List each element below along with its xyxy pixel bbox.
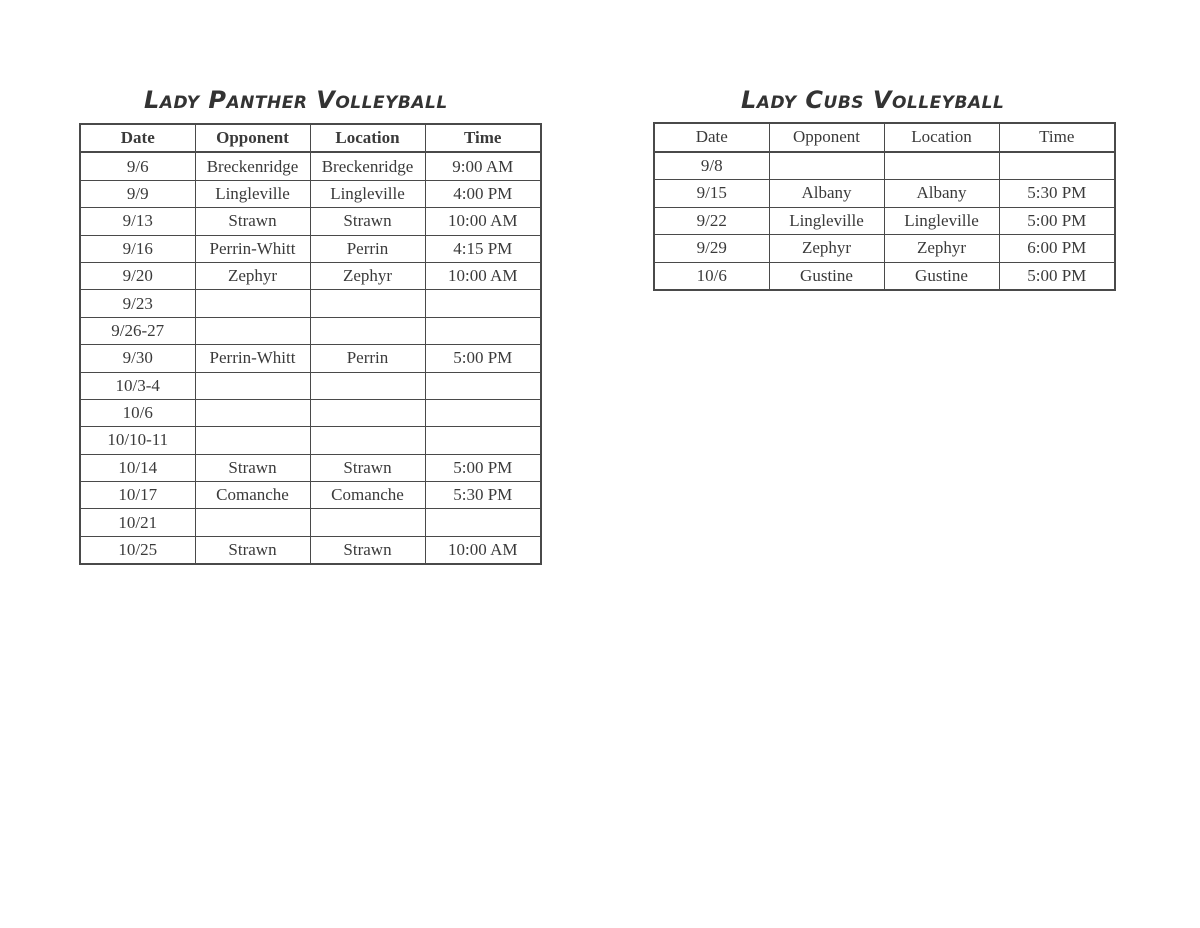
time-cell [425, 372, 541, 399]
location-cell [310, 372, 425, 399]
opponent-cell: Albany [769, 180, 884, 208]
location-cell: Breckenridge [310, 152, 425, 180]
time-cell [425, 290, 541, 317]
location-cell: Comanche [310, 482, 425, 509]
date-cell: 9/8 [654, 152, 769, 180]
date-cell: 9/13 [80, 208, 195, 235]
opponent-cell [195, 399, 310, 426]
table-row [80, 372, 541, 399]
column-header-date: Date [80, 124, 195, 152]
opponent-cell: Zephyr [195, 262, 310, 289]
date-cell: 9/20 [80, 262, 195, 289]
date-cell: 9/26-27 [80, 317, 195, 344]
time-cell: 10:00 AM [425, 208, 541, 235]
time-cell: 5:00 PM [425, 454, 541, 481]
opponent-cell: Lingleville [195, 180, 310, 207]
table-row [80, 482, 541, 509]
time-cell [425, 427, 541, 454]
date-cell: 9/30 [80, 345, 195, 372]
date-cell: 9/9 [80, 180, 195, 207]
date-cell: 10/21 [80, 509, 195, 536]
table-row [80, 208, 541, 235]
location-cell: Perrin [310, 235, 425, 262]
date-cell: 10/17 [80, 482, 195, 509]
date-cell: 10/10-11 [80, 427, 195, 454]
date-cell: 10/3-4 [80, 372, 195, 399]
opponent-cell: Breckenridge [195, 152, 310, 180]
table-row [80, 345, 541, 372]
time-cell: 5:30 PM [425, 482, 541, 509]
table-row [654, 180, 1115, 208]
time-cell: 9:00 AM [425, 152, 541, 180]
date-cell: 10/25 [80, 536, 195, 564]
header-row [654, 123, 1115, 152]
opponent-cell [195, 509, 310, 536]
opponent-cell: Comanche [195, 482, 310, 509]
cubs-schedule-table [653, 122, 1116, 291]
location-cell: Albany [884, 180, 999, 208]
table-row [80, 317, 541, 344]
time-cell [425, 509, 541, 536]
table-row [80, 536, 541, 564]
table-row [80, 509, 541, 536]
opponent-cell: Strawn [195, 454, 310, 481]
table-row [80, 454, 541, 481]
opponent-cell: Strawn [195, 536, 310, 564]
opponent-cell: Lingleville [769, 207, 884, 235]
column-header-location: Location [884, 123, 999, 152]
opponent-cell: Gustine [769, 262, 884, 290]
location-cell: Gustine [884, 262, 999, 290]
location-cell [310, 290, 425, 317]
location-cell: Lingleville [310, 180, 425, 207]
column-header-date: Date [654, 123, 769, 152]
opponent-cell: Perrin-Whitt [195, 345, 310, 372]
header-row [80, 124, 541, 152]
location-cell: Perrin [310, 345, 425, 372]
table-row [80, 290, 541, 317]
column-header-time: Time [999, 123, 1115, 152]
opponent-cell [195, 290, 310, 317]
opponent-cell: Zephyr [769, 235, 884, 263]
table-row [80, 262, 541, 289]
location-cell [310, 399, 425, 426]
time-cell: 10:00 AM [425, 536, 541, 564]
location-cell [310, 317, 425, 344]
time-cell: 4:00 PM [425, 180, 541, 207]
date-cell: 10/14 [80, 454, 195, 481]
time-cell: 5:30 PM [999, 180, 1115, 208]
opponent-cell [769, 152, 884, 180]
location-cell [884, 152, 999, 180]
opponent-cell [195, 317, 310, 344]
opponent-cell [195, 372, 310, 399]
panther-schedule-title: Lady Panther Volleyball [144, 86, 448, 114]
table-row [654, 235, 1115, 263]
date-cell: 9/23 [80, 290, 195, 317]
table-header [654, 123, 1115, 152]
time-cell: 4:15 PM [425, 235, 541, 262]
date-cell: 9/6 [80, 152, 195, 180]
table-row [80, 152, 541, 180]
location-cell [310, 427, 425, 454]
time-cell: 6:00 PM [999, 235, 1115, 263]
column-header-opponent: Opponent [195, 124, 310, 152]
cubs-schedule-title: Lady Cubs Volleyball [741, 86, 1005, 114]
location-cell: Lingleville [884, 207, 999, 235]
table-row [80, 180, 541, 207]
table-body [654, 152, 1115, 291]
date-cell: 10/6 [654, 262, 769, 290]
table-body [80, 152, 541, 564]
location-cell: Strawn [310, 208, 425, 235]
date-cell: 9/22 [654, 207, 769, 235]
time-cell [425, 399, 541, 426]
location-cell: Zephyr [884, 235, 999, 263]
time-cell: 5:00 PM [999, 207, 1115, 235]
column-header-time: Time [425, 124, 541, 152]
time-cell [999, 152, 1115, 180]
time-cell: 10:00 AM [425, 262, 541, 289]
table-row [654, 262, 1115, 290]
table-row [654, 207, 1115, 235]
table-header [80, 124, 541, 152]
table-row [80, 235, 541, 262]
date-cell: 9/15 [654, 180, 769, 208]
column-header-opponent: Opponent [769, 123, 884, 152]
column-header-location: Location [310, 124, 425, 152]
location-cell [310, 509, 425, 536]
table-row [80, 399, 541, 426]
location-cell: Zephyr [310, 262, 425, 289]
table-row [80, 427, 541, 454]
time-cell: 5:00 PM [999, 262, 1115, 290]
date-cell: 9/16 [80, 235, 195, 262]
location-cell: Strawn [310, 454, 425, 481]
date-cell: 10/6 [80, 399, 195, 426]
panther-schedule-table [79, 123, 542, 565]
opponent-cell: Strawn [195, 208, 310, 235]
location-cell: Strawn [310, 536, 425, 564]
opponent-cell [195, 427, 310, 454]
time-cell: 5:00 PM [425, 345, 541, 372]
opponent-cell: Perrin-Whitt [195, 235, 310, 262]
date-cell: 9/29 [654, 235, 769, 263]
table-row [654, 152, 1115, 180]
time-cell [425, 317, 541, 344]
